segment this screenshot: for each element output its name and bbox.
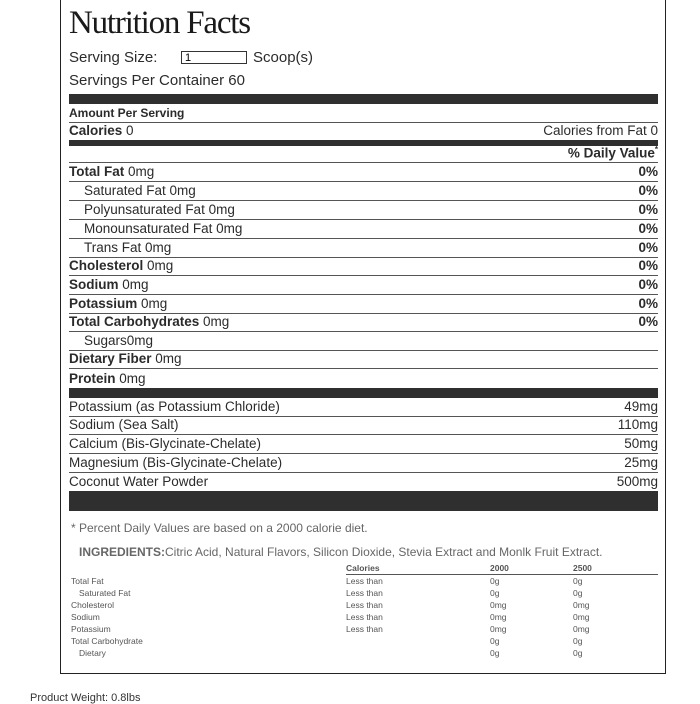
dv-cell: 0g: [573, 588, 583, 598]
servings-per-container: Servings Per Container 60: [69, 72, 245, 89]
extra-label: Coconut Water Powder: [69, 474, 209, 489]
extra-amount: 500mg: [616, 474, 658, 489]
nutrient-label: Sugars0mg: [84, 333, 154, 348]
dv-header-cell: 2500: [573, 562, 658, 575]
nutrient-amount: 0mg: [141, 296, 168, 311]
dv-cell: Less than: [346, 612, 383, 622]
nutrient-dv: 0%: [638, 240, 658, 255]
product-weight: Product Weight: 0.8lbs: [30, 692, 141, 704]
nutrient-label: Dietary Fiber: [69, 351, 152, 366]
nutrient-amount: 0mg: [128, 164, 155, 179]
extra-row: [69, 399, 658, 417]
nutrient-row-sugars: [69, 333, 658, 351]
nutrient-label: Cholesterol: [69, 258, 144, 273]
dv-cell: 0g: [573, 576, 583, 586]
nutrient-label: Protein: [69, 371, 116, 386]
nutrient-label: Potassium: [69, 296, 138, 311]
table-row: [71, 623, 658, 635]
dv-cell: 0mg: [573, 624, 590, 634]
dv-cell: 0mg: [490, 624, 507, 634]
dv-cell: 0g: [490, 576, 500, 586]
thick-divider: [69, 94, 658, 104]
nutrient-label: Polyunsaturated Fat 0mg: [84, 202, 235, 217]
nutrient-row-dietary-fiber: [69, 351, 658, 369]
page-title: Nutrition Facts: [69, 5, 250, 41]
table-row: [71, 647, 658, 659]
nutrient-label: Total Fat: [69, 164, 125, 179]
dv-cell: Dietary: [79, 648, 106, 658]
extra-amount: 50mg: [624, 436, 658, 451]
extra-amount: 110mg: [617, 417, 658, 432]
table-row: [71, 587, 658, 599]
dv-cell: 0mg: [573, 600, 590, 610]
nutrient-row-total-carbohydrates: [69, 314, 658, 332]
nutrient-label: Trans Fat 0mg: [84, 240, 172, 255]
amount-per-serving-row: [69, 105, 658, 123]
table-row: [71, 575, 658, 588]
dv-cell: Less than: [346, 600, 383, 610]
dv-cell: 0mg: [490, 612, 507, 622]
nutrient-row-polyunsaturated-fat: [69, 202, 658, 220]
nutrient-row-total-fat: [69, 164, 658, 182]
table-row: [71, 635, 658, 647]
dv-cell: 0g: [573, 648, 583, 658]
dv-cell: Less than: [346, 588, 383, 598]
nutrient-label: Saturated Fat 0mg: [84, 183, 196, 198]
extra-row: [69, 436, 658, 454]
extra-label: Potassium (as Potassium Chloride): [69, 399, 280, 414]
dv-cell: 0g: [573, 636, 583, 646]
ingredients-label: INGREDIENTS:: [79, 545, 166, 559]
serving-size-row: [69, 49, 313, 66]
dv-table-header: [71, 562, 658, 575]
nutrient-row-cholesterol: [69, 258, 658, 276]
nutrient-row-monounsaturated-fat: [69, 221, 658, 239]
nutrient-row-potassium: [69, 296, 658, 314]
dv-cell: Total Fat: [71, 575, 104, 586]
table-row: [71, 611, 658, 623]
dv-cell: 0mg: [573, 612, 590, 622]
nutrient-dv: 0%: [638, 314, 658, 329]
dv-cell: 0g: [490, 648, 500, 658]
dv-cell: 0g: [490, 588, 500, 598]
dv-cell: Potassium: [71, 624, 111, 634]
dv-cell: [346, 635, 490, 647]
nutrient-amount: 0mg: [155, 351, 182, 366]
nutrient-amount: 0mg: [119, 371, 146, 386]
nutrient-dv: 0%: [638, 164, 658, 179]
amount-per-serving-label: Amount Per Serving: [69, 106, 185, 120]
serving-size-input[interactable]: [181, 51, 247, 64]
table-row: [71, 599, 658, 611]
nutrient-label: Monounsaturated Fat 0mg: [84, 221, 243, 236]
calories-label: Calories: [69, 123, 123, 138]
extra-label: Sodium (Sea Salt): [69, 417, 179, 432]
dv-cell: 0g: [490, 636, 500, 646]
dv-header-cell: Calories: [346, 562, 490, 575]
dv-cell: Less than: [346, 624, 383, 634]
dv-cell: Saturated Fat: [79, 588, 131, 598]
dv-cell: Sodium: [71, 612, 100, 622]
extra-label: Magnesium (Bis-Glycinate-Chelate): [69, 455, 283, 470]
daily-value-header: % Daily Value: [567, 145, 655, 160]
nutrient-amount: 0mg: [147, 258, 174, 273]
nutrient-amount: 0mg: [122, 277, 149, 292]
nutrient-dv: 0%: [638, 221, 658, 236]
nutrient-dv: 0%: [638, 258, 658, 273]
calories-value: 0: [126, 123, 134, 138]
dv-cell: [346, 647, 490, 659]
calories-from-fat: Calories from Fat 0: [543, 123, 658, 138]
dv-cell: Less than: [346, 576, 383, 586]
nutrient-row-protein: [69, 370, 658, 388]
nutrient-label: Sodium: [69, 277, 119, 292]
ingredients-text: Citric Acid, Natural Flavors, Silicon Dioxide, Stevia Extract and Monlk Fruit Extract.: [165, 545, 603, 559]
nutrient-row-trans-fat: [69, 240, 658, 258]
extra-row: [69, 455, 658, 473]
extra-amount: 25mg: [624, 455, 658, 470]
extra-label: Calcium (Bis-Glycinate-Chelate): [69, 436, 262, 451]
thick-divider: [69, 491, 658, 511]
ingredients: [79, 545, 603, 559]
nutrient-row-sodium: [69, 277, 658, 295]
nutrition-facts-panel: [60, 0, 666, 674]
serving-size-label: Serving Size:: [69, 49, 158, 66]
serving-unit-label: Scoop(s): [253, 49, 314, 66]
nutrient-dv: 0%: [638, 183, 658, 198]
nutrient-dv: 0%: [638, 277, 658, 292]
nutrient-row-saturated-fat: [69, 183, 658, 201]
dv-cell: 0mg: [490, 600, 507, 610]
dv-header-cell: 2000: [490, 562, 573, 575]
dv-cell: Cholesterol: [71, 600, 114, 610]
daily-value-header-row: % Daily Value*: [69, 145, 658, 163]
nutrient-dv: 0%: [638, 202, 658, 217]
nutrient-amount: 0mg: [203, 314, 230, 329]
calories-row: [69, 122, 658, 140]
thick-divider: [69, 388, 658, 398]
extra-row: [69, 473, 658, 491]
daily-value-footnote: * Percent Daily Values are based on a 2000 calorie diet.: [71, 521, 368, 535]
extra-amount: 49mg: [624, 399, 658, 414]
nutrient-dv: 0%: [638, 296, 658, 311]
extra-row: [69, 417, 658, 435]
dv-cell: Total Carbohydrate: [71, 636, 143, 646]
daily-value-table: [71, 562, 658, 659]
nutrient-label: Total Carbohydrates: [69, 314, 200, 329]
